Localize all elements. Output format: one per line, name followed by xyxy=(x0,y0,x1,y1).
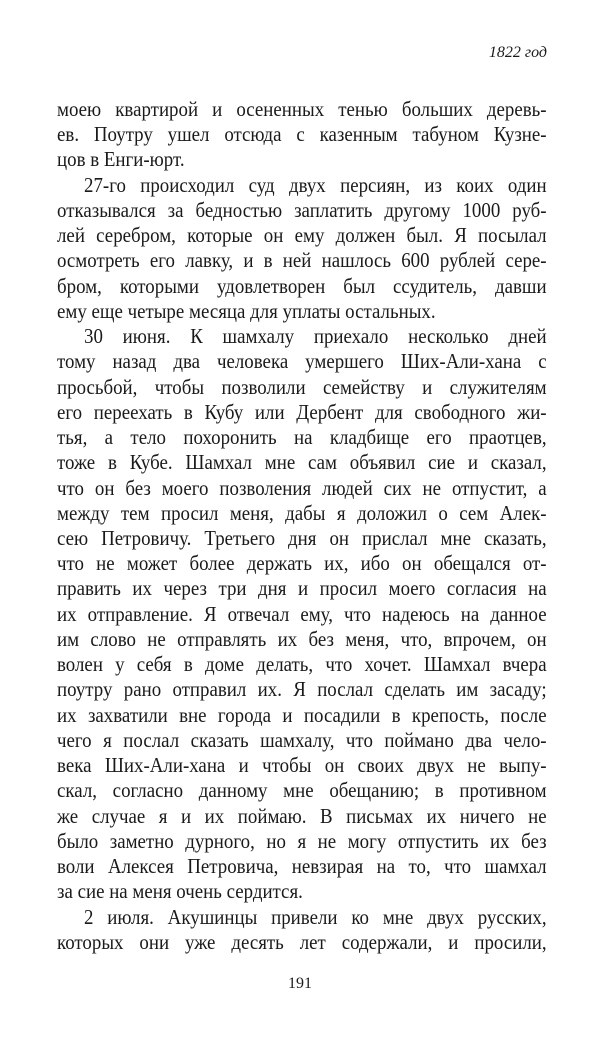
text-line: моею квартирой и осененных тенью больших деревь- xyxy=(57,97,547,121)
text-line: править их через три дня и просил моего согласия на xyxy=(57,576,547,601)
paragraph xyxy=(57,324,547,904)
text-line: отказывался за бедностью заплатить другому 1000 руб- xyxy=(57,197,547,222)
text-line: воли Алексея Петровича, невзирая на то, что шамхал xyxy=(57,854,547,879)
paragraph xyxy=(57,905,547,955)
text-line: 30 июня. К шамхалу приехало несколько дней xyxy=(84,324,547,349)
text-line: тому назад два человека умершего Ших-Али-хана с xyxy=(57,349,547,374)
text-line: поутру рано отправил их. Я послал сделать им засаду; xyxy=(57,677,547,702)
page-number: 191 xyxy=(288,975,312,992)
text-line: тоже в Кубе. Шамхал мне сам объявил сие и сказал, xyxy=(57,450,547,475)
text-line: было заметно дурного, но я не могу отпустить их без xyxy=(57,828,547,853)
text-line: цов в Енги-юрт. xyxy=(57,147,185,172)
text-line: осмотреть его лавку, и в ней нашлось 600 рублей сере- xyxy=(57,248,547,273)
text-line: 2 июля. Акушинцы привели ко мне двух русских, xyxy=(84,904,547,929)
text-line: их отправление. Я отвечал ему, что надеюсь на данное xyxy=(57,601,547,626)
text-line: скал, согласно данному мне обещанию; в противном xyxy=(57,778,547,803)
text-line: что он без моего позволения людей сих не отпустит, а xyxy=(57,475,547,500)
paragraph xyxy=(57,97,547,173)
text-line: за сие на меня очень сердится. xyxy=(57,879,303,904)
text-line: ему еще четыре месяца для уплаты остальных. xyxy=(57,298,436,323)
text-line: тья, а тело похоронить на кладбище его праотцев, xyxy=(57,425,547,450)
text-line: века Ших-Али-хана и чтобы он своих двух не выпу- xyxy=(57,753,547,778)
text-line: чего я послал сказать шамхалу, что поймано два чело- xyxy=(57,727,547,752)
text-line: просьбой, чтобы позволили семейству и служителям xyxy=(57,374,547,399)
text-line: бром, которыми удовлетворен был ссудитель, давши xyxy=(57,273,547,298)
text-line: что не может более держать их, ибо он обещался от- xyxy=(57,551,547,576)
paragraph xyxy=(57,173,547,324)
text-line: лей серебром, которые он ему должен был. Я посылал xyxy=(57,223,547,248)
text-line: им слово не отправлять их без меня, что, впрочем, он xyxy=(57,626,547,651)
body-text xyxy=(57,97,547,955)
text-line: же случае я и их поймаю. В письмах их ничего не xyxy=(57,803,547,828)
text-line: его переехать в Кубу или Дербент для свободного жи- xyxy=(57,399,547,424)
text-line: их захватили вне города и посадили в крепость, после xyxy=(57,702,547,727)
text-line: 27-го происходил суд двух персиян, из коих один xyxy=(84,172,547,197)
text-line: ев. Поутру ушел отсюда с казенным табуном Кузне- xyxy=(57,122,547,147)
text-line: волен у себя в доме делать, что хочет. Шамхал вчера xyxy=(57,652,547,677)
text-line: сею Петровичу. Третьего дня он прислал мне сказать, xyxy=(57,525,547,550)
running-head: 1822 год xyxy=(488,44,547,61)
text-line: между тем просил меня, дабы я доложил о сем Алек- xyxy=(57,500,547,525)
text-line: которых они уже десять лет содержали, и просили, xyxy=(57,929,547,954)
